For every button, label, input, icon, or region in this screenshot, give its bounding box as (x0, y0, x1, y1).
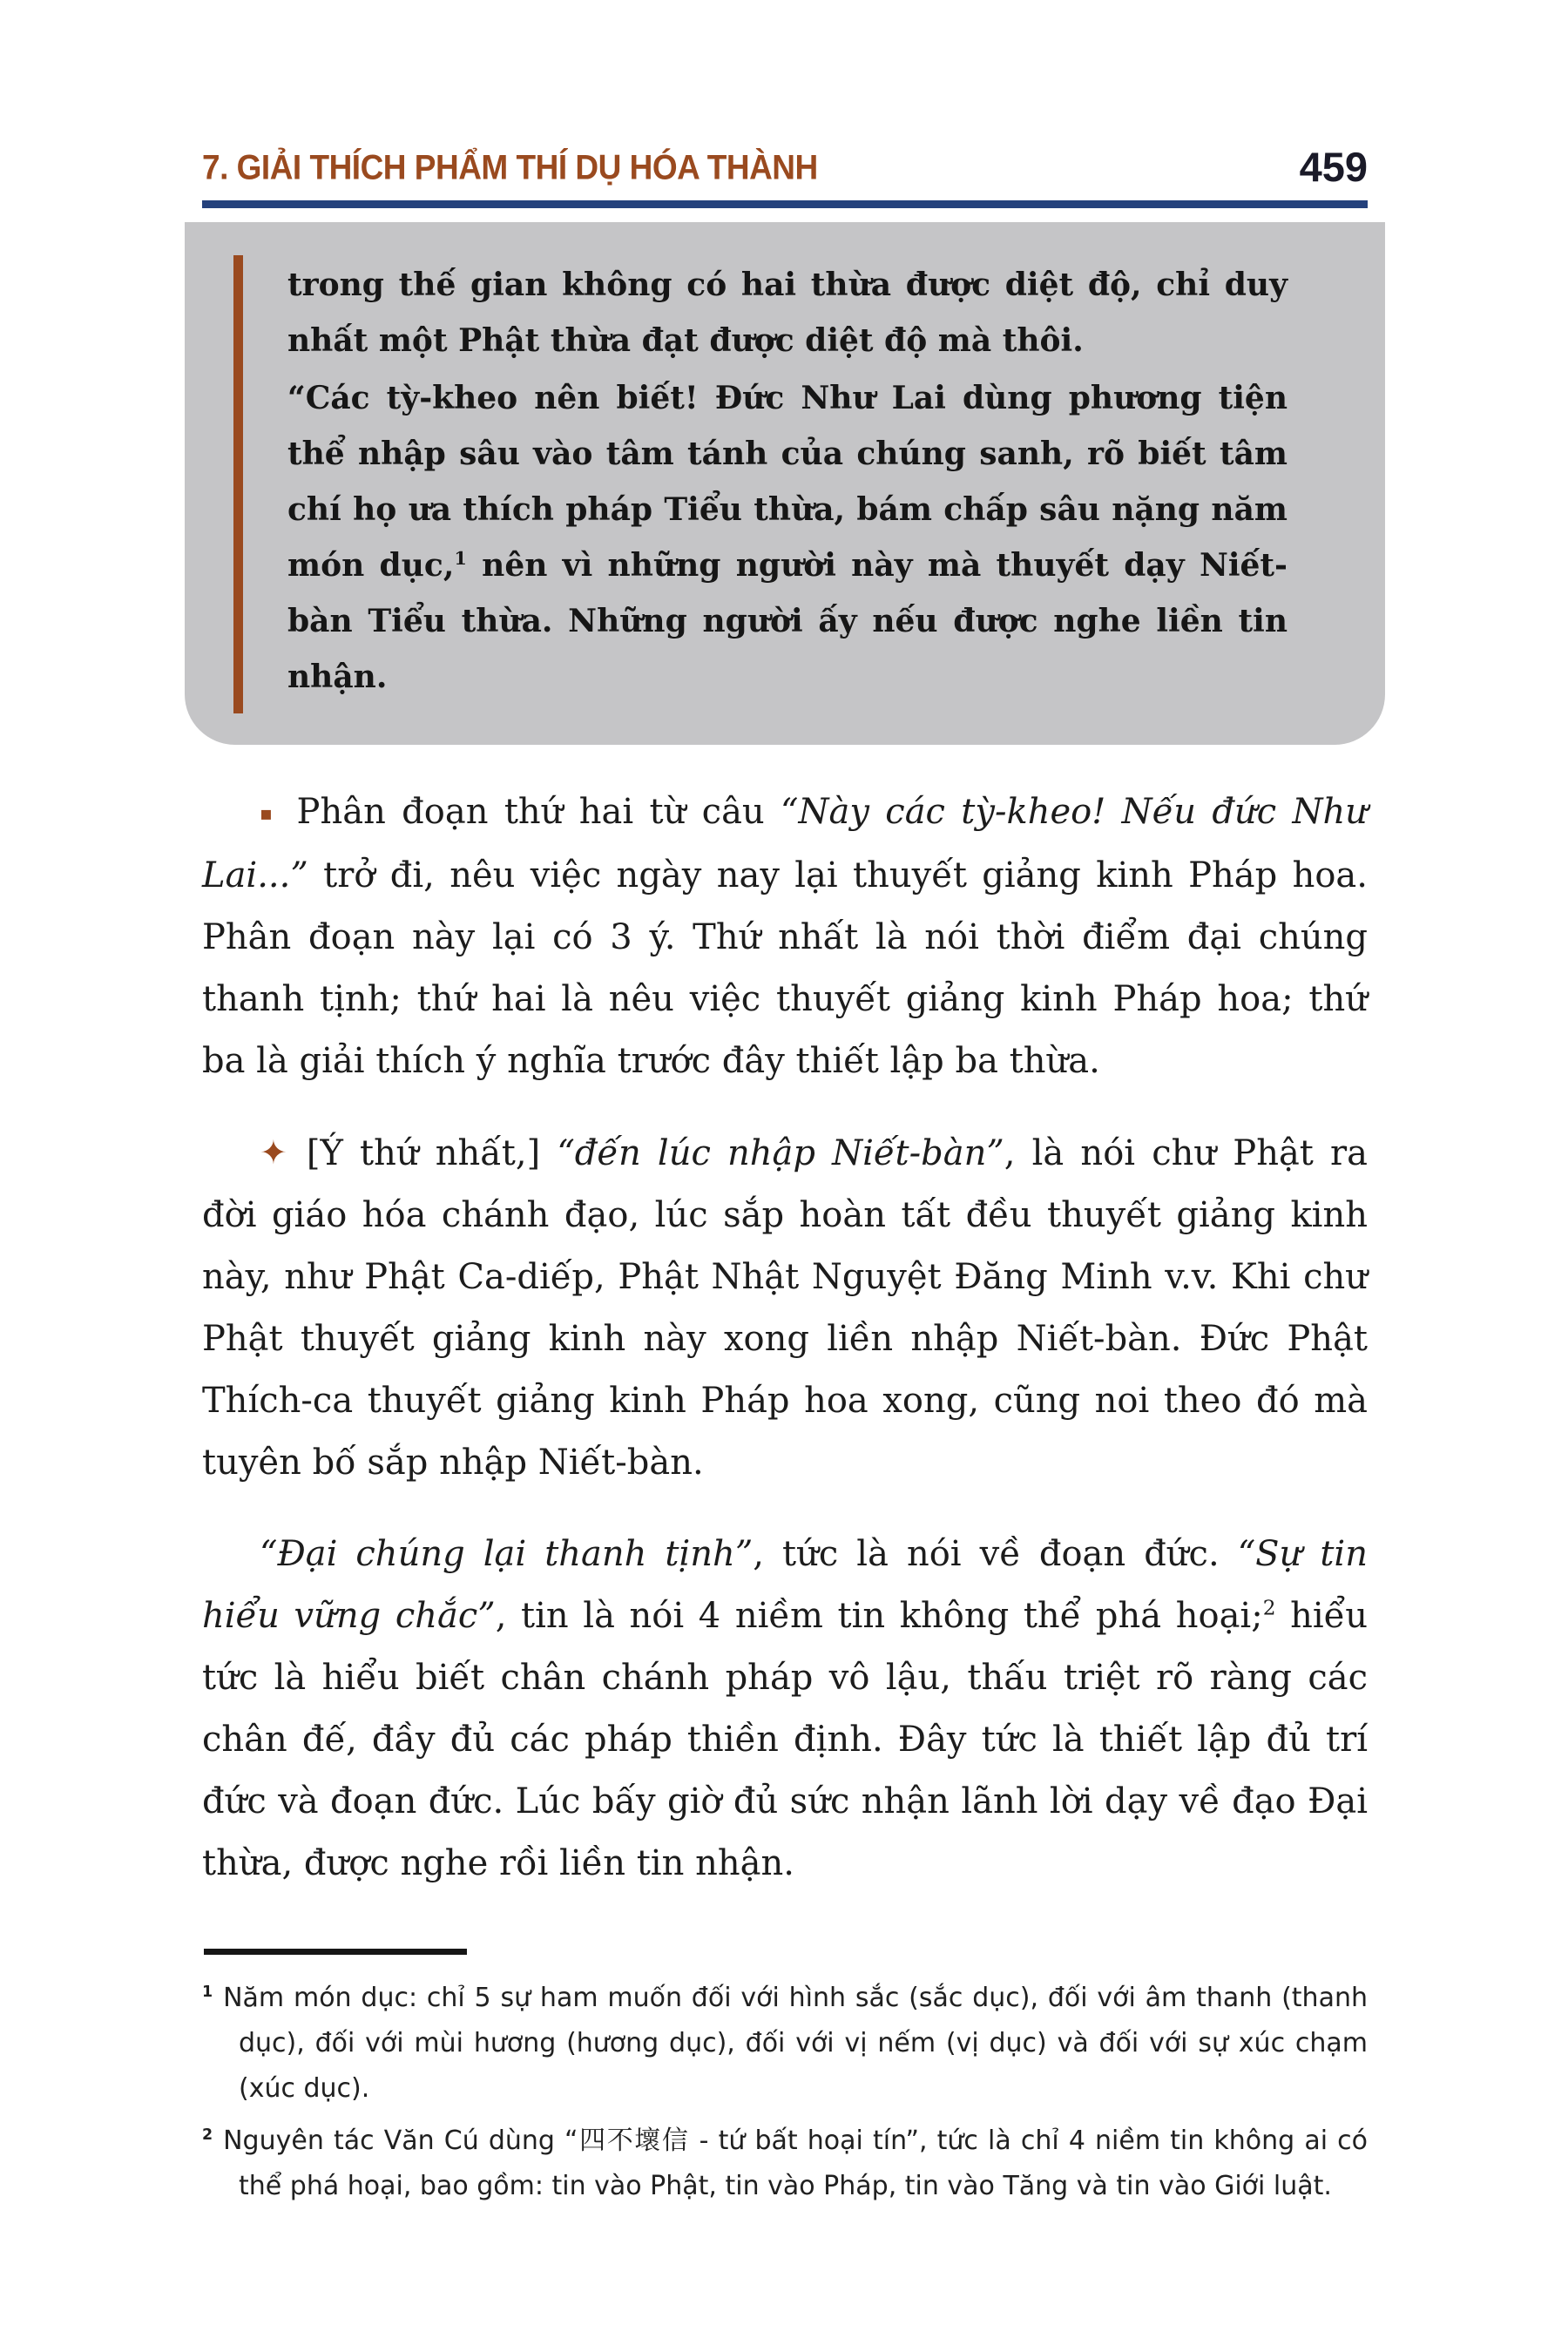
text-segment: Năm món dục: chỉ 5 sự ham muốn đối với hình sắc (sắc dục), đối với âm thanh (thanh dục), đối với mùi hương (hương dục), đối với vị nếm (vị dục) và đối với sự xúc chạm (xúc dục). (223, 1982, 1368, 2104)
scripture-quote-block (185, 222, 1385, 745)
text-segment: nên vì những người này mà thuyết dạy Niết-bàn Tiểu thừa. Những người ấy nếu được nghe liền tin nhận. (287, 547, 1288, 695)
footnote-separator (204, 1949, 467, 1955)
text-segment: “Này các tỳ-kheo! Nếu đức Như Lai...” (202, 792, 1368, 896)
text-segment: , là nói chư Phật ra đời giáo hóa chánh đạo, lúc sắp hoàn tất đều thuyết giảng kinh này, như Phật Ca-diếp, Phật Nhật Nguyệt Đăng Minh v.v. Khi chư Phật thuyết giảng kinh này xong liền nhập Niết-bàn. Đức Phật Thích-ca thuyết giảng kinh Pháp hoa xong, cũng noi theo đó mà tuyên bố sắp nhập Niết-bàn. (202, 1132, 1368, 1483)
body-paragraph (202, 781, 1368, 1092)
footnote (202, 2119, 1368, 2209)
quote-accent-bar (233, 255, 243, 713)
quote-paragraph (287, 257, 1288, 368)
text-segment: Nguyên tác Văn Cú dùng “四不壞信 - tứ bất hoại tín”, tức là chỉ 4 niềm tin không ai có thể phá hoại, bao gồm: tin vào Phật, tin vào Pháp, tin vào Tăng và tin vào Giới luật. (223, 2125, 1368, 2201)
text-segment: Phân đoạn thứ hai từ câu (296, 792, 781, 832)
text-segment: “Các tỳ-kheo nên biết! Đức Như Lai dùng phương tiện thể nhập sâu vào tâm tánh của chúng sanh, rõ biết tâm chí họ ưa thích pháp Tiểu thừa, bám chấp sâu nặng năm món dục, (287, 380, 1288, 584)
footnotes (202, 1976, 1368, 2209)
footnote-number: 1 (202, 1983, 213, 2001)
star-bullet-icon: ✦ (260, 1133, 287, 1173)
text-segment: [Ý thứ nhất,] (306, 1132, 558, 1173)
chapter-title: 7. GIẢI THÍCH PHẨM THÍ DỤ HÓA THÀNH (202, 147, 818, 186)
footnote-reference: 2 (1262, 1596, 1276, 1620)
running-header (202, 144, 1368, 190)
text-segment: trong thế gian không có hai thừa được diệt độ, chỉ duy nhất một Phật thừa đạt được diệt độ mà thôi. (287, 267, 1288, 359)
text-segment: “Sự tin hiểu vững chắc” (202, 1533, 1368, 1636)
footnote (202, 1976, 1368, 2112)
text-segment: , tin là nói 4 niềm tin không thể phá hoại; (495, 1595, 1263, 1636)
text-segment: “Đại chúng lại thanh tịnh” (260, 1533, 754, 1574)
square-bullet-icon: ▪ (260, 803, 278, 826)
text-segment: “đến lúc nhập Niết-bàn” (557, 1132, 1004, 1173)
text-segment: , tức là nói về đoạn đức. (753, 1533, 1238, 1574)
page-content (202, 146, 1368, 2209)
text-segment: hiểu tức là hiểu biết chân chánh pháp vô lậu, thấu triệt rõ ràng các chân đế, đầy đủ các pháp thiền định. Đây tức là thiết lập đủ trí đức và đoạn đức. Lúc bấy giờ đủ sức nhận lãnh lời dạy về đạo Đại thừa, được nghe rồi liền tin nhận. (202, 1595, 1369, 1883)
quote-paragraphs (287, 257, 1288, 705)
body-paragraph (202, 1122, 1368, 1494)
page-number: 459 (1299, 144, 1368, 190)
quote-paragraph (287, 370, 1288, 705)
text-segment: trở đi, nêu việc ngày nay lại thuyết giảng kinh Pháp hoa. Phân đoạn này lại có 3 ý. Thứ nhất là nói thời điểm đại chúng thanh tịnh; thứ hai là nêu việc thuyết giảng kinh Pháp hoa; thứ ba là giải thích ý nghĩa trước đây thiết lập ba thừa. (202, 855, 1368, 1082)
body-paragraph (202, 1524, 1368, 1895)
footnote-reference: 1 (454, 547, 467, 569)
commentary-body (202, 781, 1368, 1895)
footnote-number: 2 (202, 2126, 213, 2144)
header-rule (202, 200, 1368, 208)
